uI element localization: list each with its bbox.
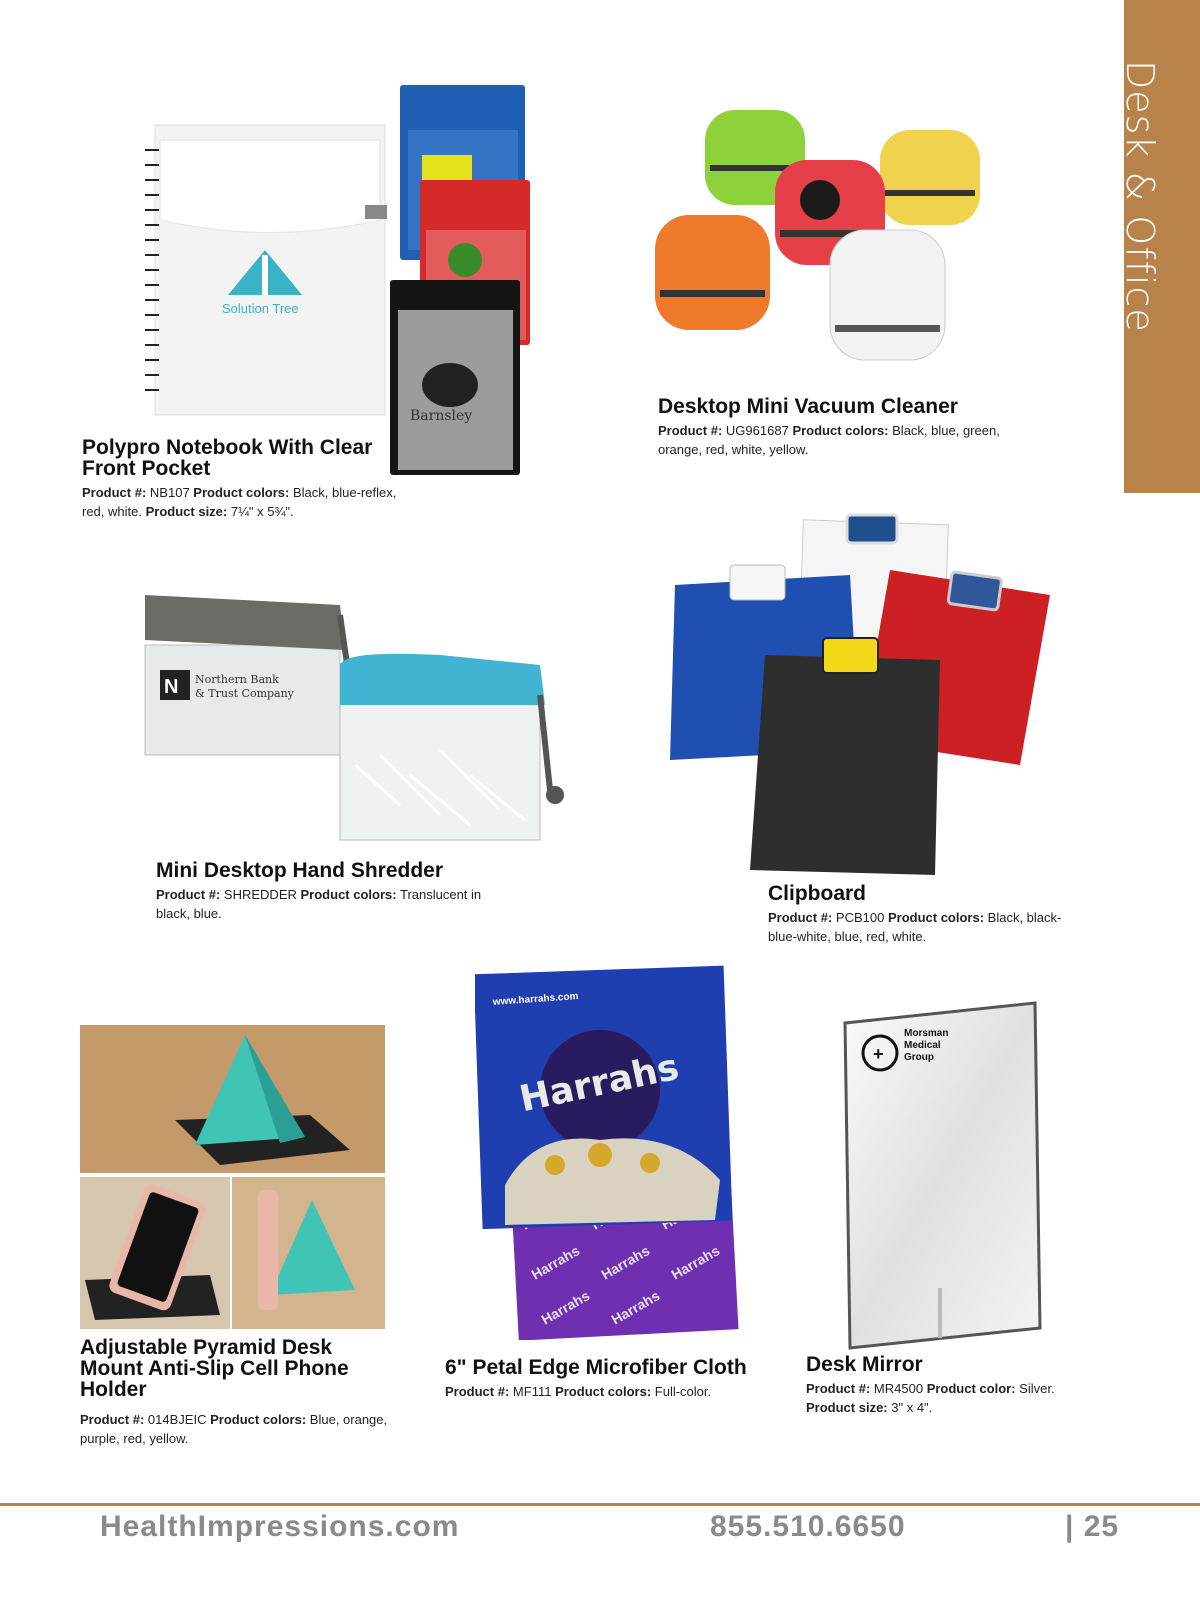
svg-text:& Trust Company: & Trust Company [195, 687, 294, 700]
footer-divider [0, 1503, 1200, 1506]
product-card-vacuum [658, 396, 1028, 459]
notebook-image [140, 80, 540, 480]
product-card-cloth [445, 1357, 775, 1401]
svg-text:Group: Group [904, 1052, 934, 1063]
svg-text:Solution Tree: Solution Tree [222, 301, 299, 316]
footer-page-number: | 25 [1065, 1510, 1120, 1543]
product-title: Polypro Notebook With Clear Front Pocket [82, 436, 373, 480]
svg-text:Morsman: Morsman [904, 1028, 949, 1039]
svg-text:Northern Bank: Northern Bank [195, 673, 279, 686]
product-description: Product #: MR4500 Product color: Silver. Product size: 3" x 4". [806, 1381, 1055, 1415]
vacuum-image [655, 105, 1005, 375]
product-description: Product #: PCB100 Product colors: Black, black-blue-white, blue, red, white. [768, 910, 1062, 944]
phone-holder-image [80, 1025, 385, 1329]
mirror-image [840, 998, 1045, 1350]
cloth-image [475, 965, 745, 1340]
product-title: Adjustable Pyramid Desk Mount Anti-Slip Cell Phone Holder [80, 1336, 349, 1401]
product-description: Product #: MF111 Product colors: Full-color. [445, 1384, 712, 1399]
svg-text:Harrahs: Harrahs [608, 1287, 663, 1328]
clipboard-image [665, 510, 1060, 880]
product-card-notebook [82, 437, 422, 521]
product-title: Clipboard [768, 882, 866, 905]
svg-text:Medical: Medical [904, 1040, 941, 1051]
section-tab-label: Desk & Office [1118, 60, 1162, 333]
svg-text:+: + [873, 1044, 884, 1064]
svg-text:Harrahs: Harrahs [528, 1242, 583, 1283]
product-card-phone-holder [80, 1337, 400, 1448]
svg-text:Harrahs: Harrahs [538, 1287, 593, 1328]
product-title: Desk Mirror [806, 1353, 923, 1376]
product-description: Product #: 014BJEIC Product colors: Blue, orange, purple, red, yellow. [80, 1412, 388, 1446]
product-description: Product #: UG961687 Product colors: Black, blue, green, orange, red, white, yellow. [658, 423, 1000, 457]
svg-text:Barnsley: Barnsley [410, 408, 473, 424]
cloth-brand-print: Harrahs [516, 1046, 683, 1121]
product-card-shredder [156, 860, 496, 923]
svg-text:N: N [164, 676, 179, 698]
footer-phone[interactable]: 855.510.6650 [710, 1510, 906, 1543]
product-description: Product #: NB107 Product colors: Black, blue-reflex, red, white. Product size: 7¼" x 5¾". [82, 485, 397, 519]
product-title: Mini Desktop Hand Shredder [156, 859, 444, 882]
product-card-clipboard [768, 883, 1068, 946]
product-card-mirror [806, 1354, 1106, 1417]
product-title: 6" Petal Edge Microfiber Cloth [445, 1356, 747, 1379]
svg-text:Harrahs: Harrahs [598, 1242, 653, 1283]
product-title: Desktop Mini Vacuum Cleaner [658, 395, 958, 418]
product-description: Product #: SHREDDER Product colors: Translucent in black, blue. [156, 887, 482, 921]
svg-text:Harrahs: Harrahs [668, 1242, 723, 1283]
shredder-image [140, 575, 580, 850]
cloth-url-print: www.harrahs.com [492, 991, 579, 1008]
footer-website-link[interactable]: HealthImpressions.com [100, 1510, 460, 1543]
